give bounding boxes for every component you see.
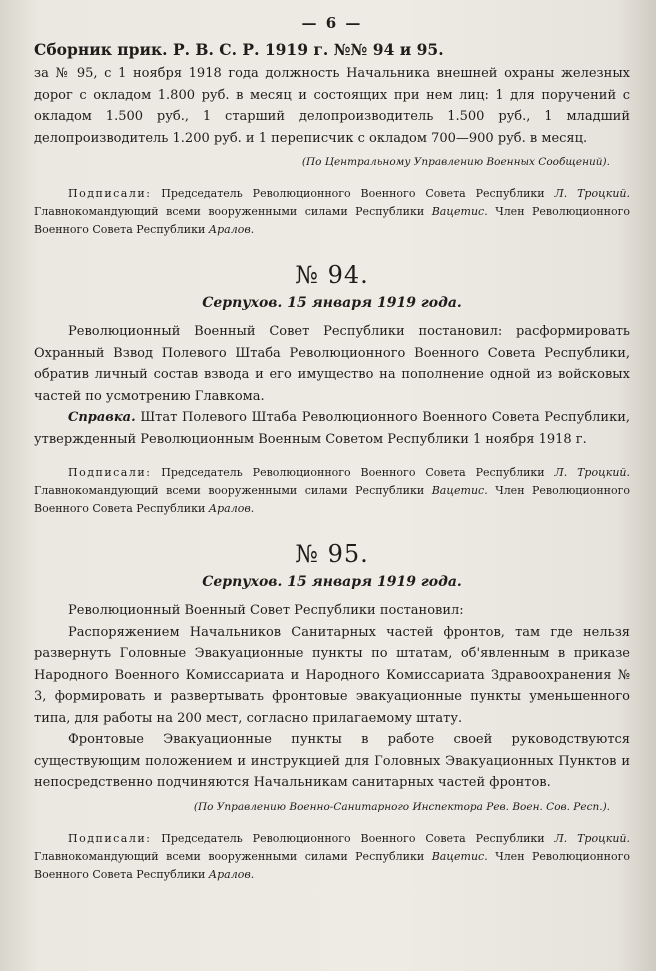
sig-vatsetis: Вацетис. — [431, 849, 488, 863]
sig-aralov: Аралов. — [208, 867, 255, 881]
spravka-label: Справка. — [68, 410, 136, 425]
sig-trotsky: Л. Троцкий. — [554, 466, 630, 479]
order-95-paragraph-1: Распоряжением Начальников Санитарных частей фронтов, там где нельзя развернуть Головные Эвакуационные пункты по штатам, об'явленным в приказе Народного Военного Комиссариата и Народного Комиссариата Здравоохранения № 3, формировать и развертывать фронтовые эвакуационные пункты уменьшенного типа, для работы на 200 мест, согласно прилагаемому штату. — [34, 624, 630, 726]
signatures-block-1 — [34, 185, 630, 239]
collection-header: Сборник прик. Р. В. С. Р. 1919 г. №№ 94 и 95. — [34, 40, 444, 59]
order-95-place-date: Серпухов. 15 января 1919 года. — [202, 574, 462, 590]
sig-chairman-title: Председатель Революционного Военного Совета Республики — [161, 187, 545, 200]
signed-label: Подписали: — [68, 466, 152, 479]
sig-member-title: Член Революционного Военного Совета Республики — [34, 484, 630, 515]
signed-label: Подписали: — [68, 831, 152, 845]
order-95-source: (По Управлению Военно-Санитарного Инспектора Рев. Воен. Сов. Респ.). — [193, 800, 610, 813]
signed-label: Подписали: — [68, 187, 152, 200]
sig-vatsetis: Вацетис. — [431, 205, 488, 218]
continuation-paragraph: за № 95, с 1 ноября 1918 года должность Начальника внешней охраны железных дорог с окладом 1.800 руб. в месяц и состоящих при нем лиц: 1 для поручений с окладом 1.500 руб., 1 старший делопроизводитель 1.500 руб., 1 младший делопроизводитель 1.200 руб. и 1 переписчик с окладом 700—900 руб. в месяц. — [34, 66, 630, 146]
sig-chairman-title: Председатель Революционного Военного Совета Республики — [161, 831, 545, 845]
sig-chairman-title: Председатель Революционного Военного Совета Республики — [161, 466, 545, 479]
sig-member-title: Член Революционного Военного Совета Республики — [34, 849, 630, 881]
sig-aralov: Аралов. — [208, 502, 255, 515]
continuation-source: (По Центральному Управлению Военных Сообщений). — [301, 156, 610, 168]
sig-aralov: Аралов. — [208, 223, 255, 236]
sig-commander-title: Главнокомандующий всеми вооруженными силами Республики — [34, 484, 425, 497]
spravka-text: Штат Полевого Штаба Революционного Военного Совета Республики, утвержденный Революционным Военным Советом Республики 1 ноября 1918 г. — [34, 410, 631, 447]
order-94-body: Революционный Военный Совет Республики постановил: расформировать Охранный Взвод Полевого Штаба Революционного Военного Совета Республики, обратив личный состав взвода и его имущество на пополнение одной из войсковых частей по усмотрению Главкома. — [34, 324, 630, 404]
sig-trotsky: Л. Троцкий. — [554, 831, 630, 845]
order-94-spravka — [34, 407, 630, 450]
sig-member-title: Член Революционного Военного Совета Республики — [34, 205, 630, 236]
sig-commander-title: Главнокомандующий всеми вооруженными силами Республики — [34, 849, 425, 863]
order-95-intro: Революционный Военный Совет Республики постановил: — [68, 603, 464, 618]
sig-trotsky: Л. Троцкий. — [554, 187, 630, 200]
signatures-block-3 — [34, 830, 630, 884]
sig-vatsetis: Вацетис. — [431, 484, 488, 497]
sig-commander-title: Главнокомандующий всеми вооруженными силами Республики — [34, 205, 425, 218]
order-94-place-date: Серпухов. 15 января 1919 года. — [202, 295, 462, 311]
order-95-number: № 95. — [295, 540, 369, 568]
page-number: — 6 — — [301, 14, 363, 32]
order-94-number: № 94. — [295, 261, 369, 289]
order-95-paragraph-2: Фронтовые Эвакуационные пункты в работе своей руководствуются существующим положением и инструкцией для Головных Эвакуационных Пунктов и непосредственно подчиняются Начальникам санитарных частей фронтов. — [34, 732, 630, 790]
signatures-block-2 — [34, 464, 630, 518]
